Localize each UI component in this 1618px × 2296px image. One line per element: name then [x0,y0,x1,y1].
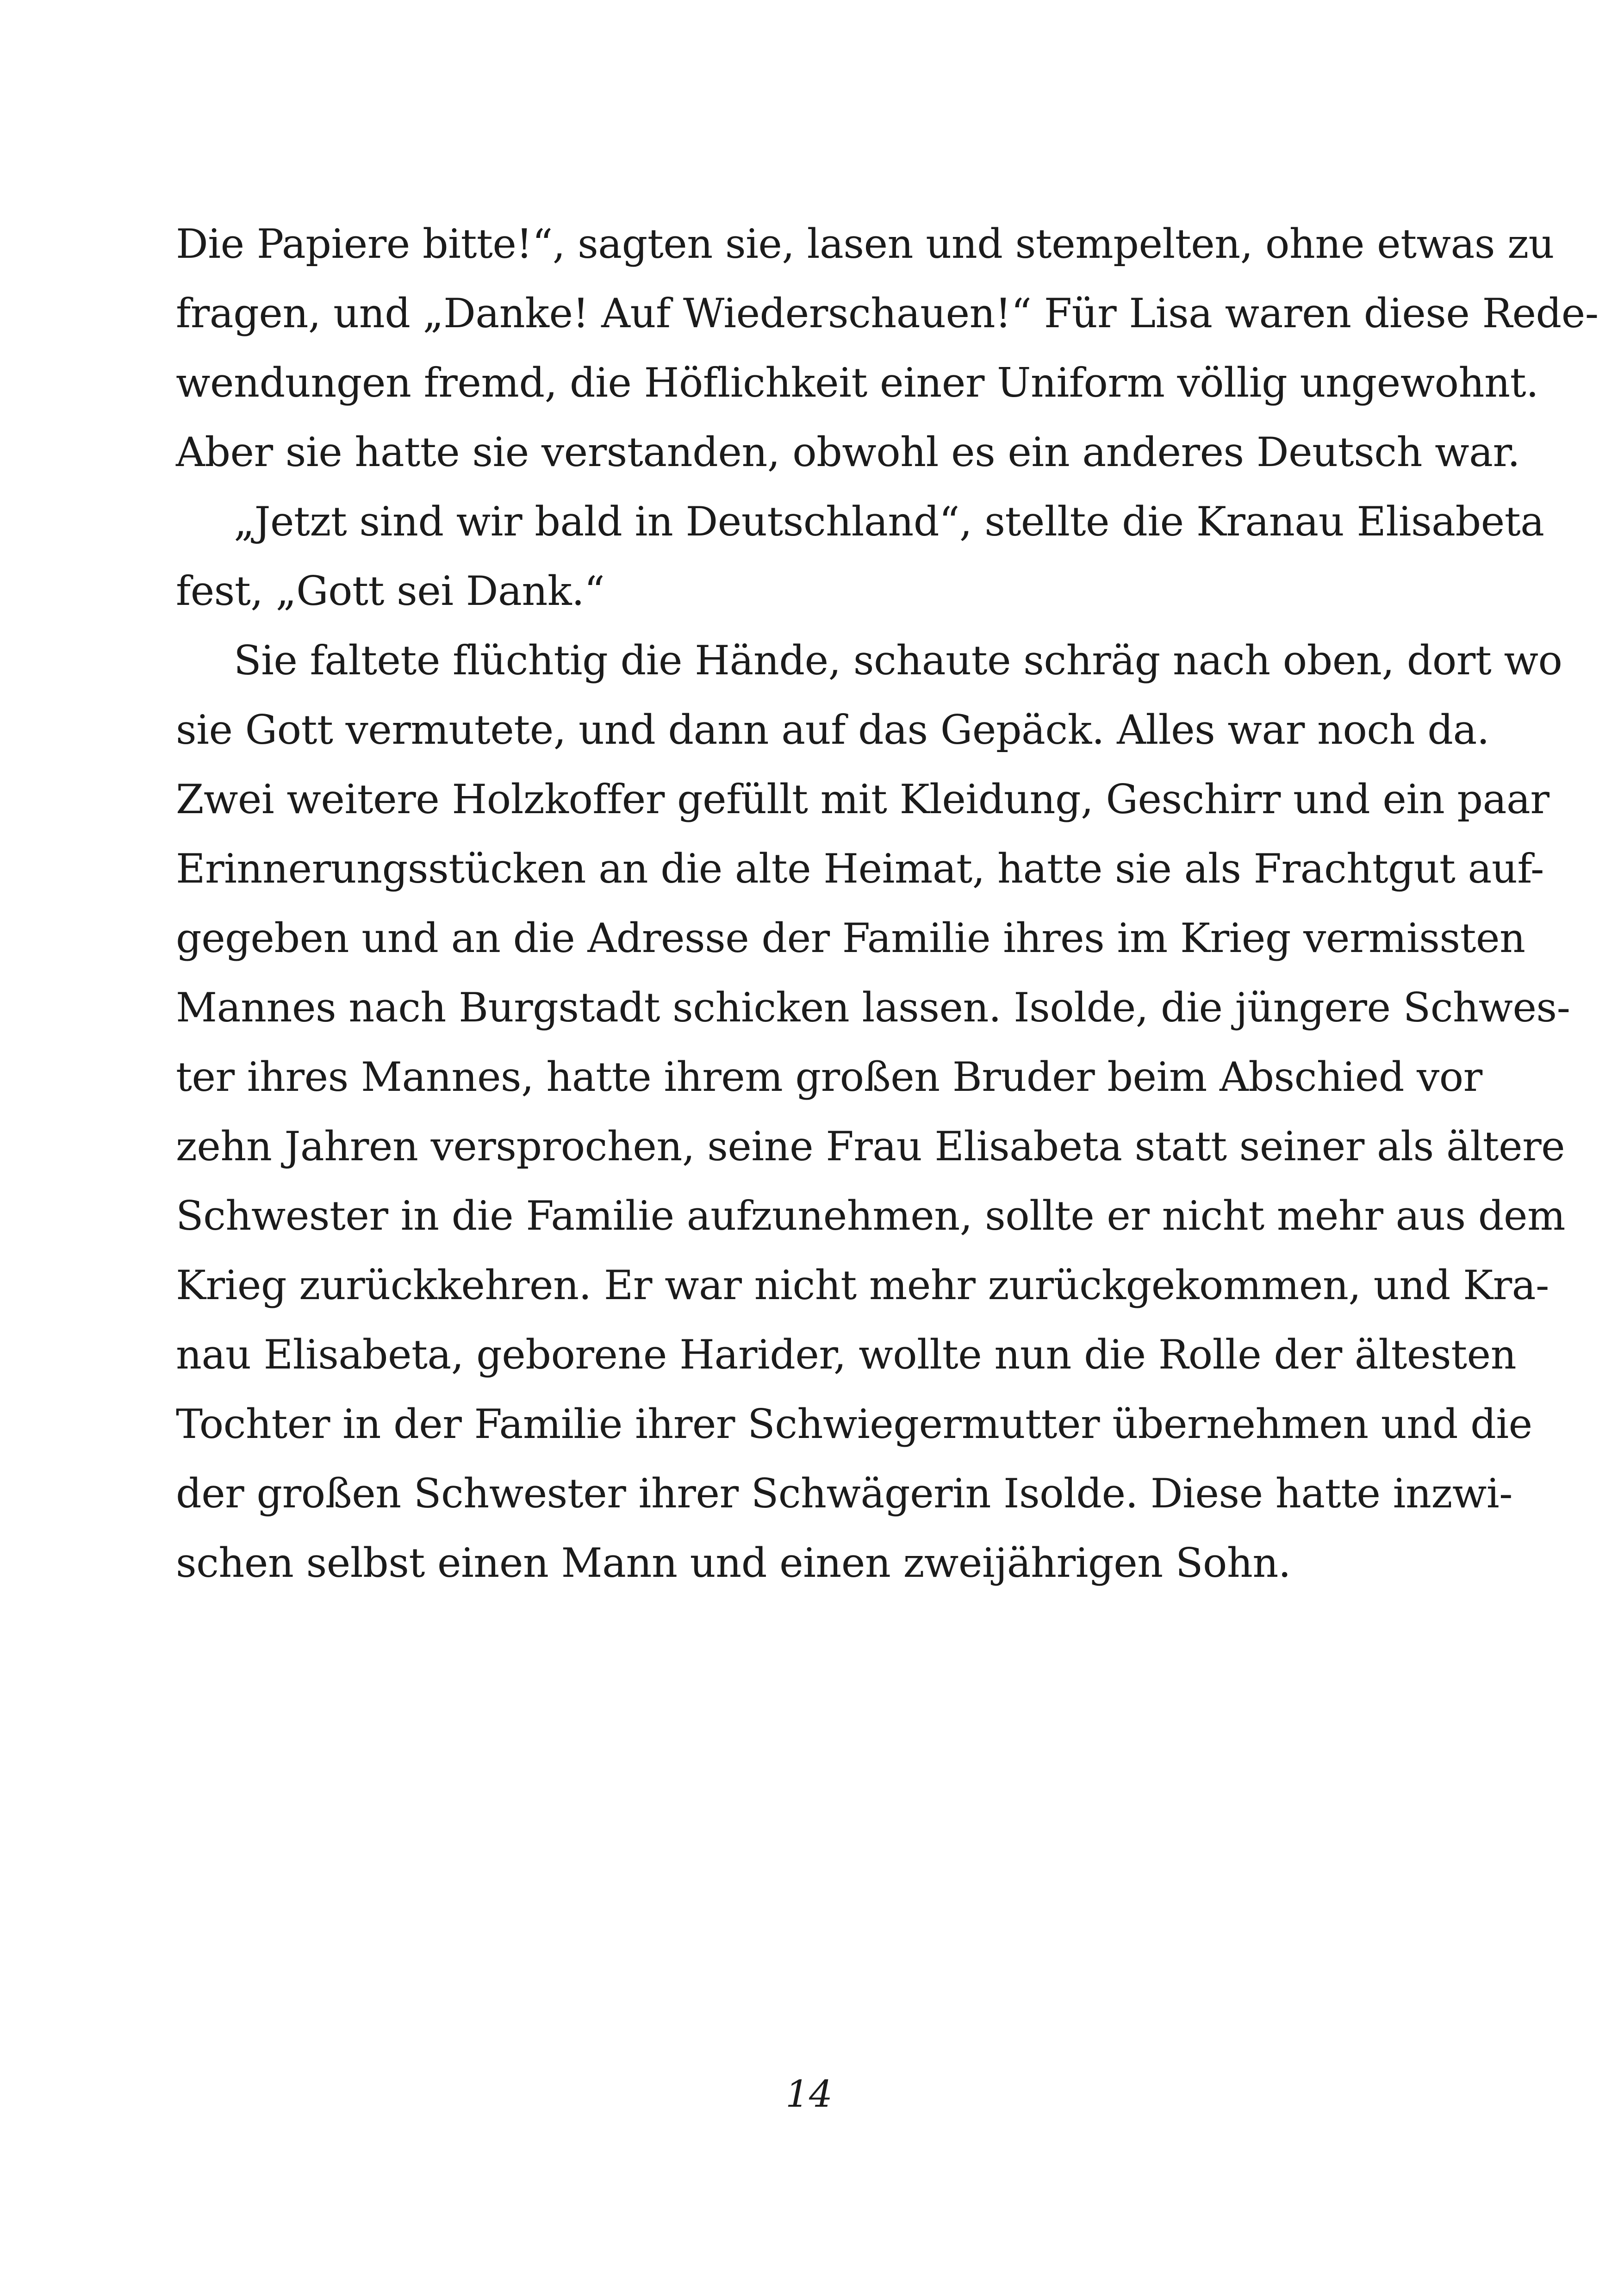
text-line: gegeben und an die Adresse der Familie ihres im Krieg vermissten [176,915,1525,962]
paragraph [176,626,1570,1598]
text-line: Aber sie hatte sie verstanden, obwohl es ein anderes Deutsch war. [176,429,1520,476]
text-line: Zwei weitere Holzkoffer gefüllt mit Kleidung, Geschirr und ein paar [176,776,1550,823]
text-line: Schwester in die Familie aufzunehmen, sollte er nicht mehr aus dem [176,1192,1565,1239]
text-line: Die Papiere bitte!“, sagten sie, lasen und stempelten, ohne etwas zu [176,220,1555,268]
text-line: zehn Jahren versprochen, seine Frau Elisabeta statt seiner als ältere [176,1123,1565,1170]
text-line: Sie faltete flüchtig die Hände, schaute schräg nach oben, dort wo [234,637,1562,684]
body-text [176,209,1599,1598]
text-line: schen selbst einen Mann und einen zweijährigen Sohn. [176,1539,1291,1587]
paragraph [176,209,1599,487]
text-line: sie Gott vermutete, und dann auf das Gepäck. Alles war noch da. [176,706,1490,753]
text-line: nau Elisabeta, geborene Harider, wollte nun die Rolle der ältesten [176,1331,1517,1378]
text-line: „Jetzt sind wir bald in Deutschland“, stellte die Kranau Elisabeta [234,498,1544,545]
text-line: Mannes nach Burgstadt schicken lassen. Isolde, die jüngere Schwes- [176,984,1570,1031]
page-number: 14 [785,2072,833,2116]
text-line: fest, „Gott sei Dank.“ [176,567,605,615]
text-line: fragen, und „Danke! Auf Wiederschauen!“ Für Lisa waren diese Rede- [176,290,1599,337]
text-line: Erinnerungsstücken an die alte Heimat, hatte sie als Frachtgut auf- [176,845,1544,892]
paragraph [176,487,1544,626]
text-line: der großen Schwester ihrer Schwägerin Isolde. Diese hatte inzwi- [176,1470,1513,1517]
text-line: Tochter in der Familie ihrer Schwiegermutter übernehmen und die [176,1400,1532,1448]
text-line: ter ihres Mannes, hatte ihrem großen Bruder beim Abschied vor [176,1053,1482,1101]
text-line: wendungen fremd, die Höflichkeit einer Uniform völlig ungewohnt. [176,359,1539,406]
text-line: Krieg zurückkehren. Er war nicht mehr zurückgekommen, und Kra- [176,1262,1549,1309]
